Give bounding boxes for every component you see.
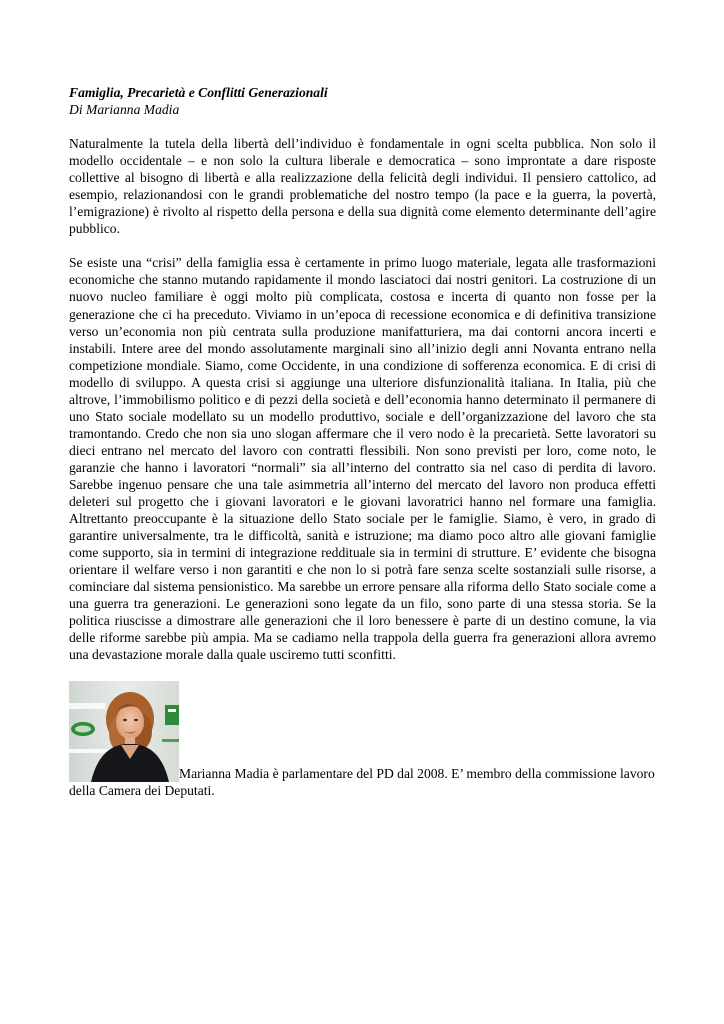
article-title: Famiglia, Precarietà e Conflitti Generazionali: [69, 85, 328, 100]
author-bio: [69, 681, 656, 799]
article-author: Di Marianna Madia: [69, 102, 180, 118]
paragraph-intro: Naturalmente la tutela della libertà dell’individuo è fondamentale in ogni scelta pubblica. Non solo il modello occidentale – e non solo la cultura liberale e democratica – sono improntate a dare risposte collettive al bisogno di libertà e alla realizzazione della felicità degli individui. Il pensiero cattolico, ad esempio, relazionandosi con le grandi problematiche del nostro tempo (la pace e la guerra, la povertà, l’emigrazione) è rivolto al rispetto della persona e della sua dignità come elemento determinante dell’agire pubblico.: [69, 136, 656, 237]
document-page: [69, 84, 656, 799]
paragraph-family-crisis: Se esiste una “crisi” della famiglia essa è certamente in primo luogo materiale, legata alle trasformazioni economiche che stanno mutando rapidamente il mondo lasciatoci dai nostri genitori. La costruzione di un nuovo nucleo familiare è oggi molto più complicata, costosa e incerta di quanto non fosse per la generazione che ci ha preceduto. Viviamo in un’epoca di recessione economica e di definitiva transizione verso un’economia non più centrata sulla produzione manifatturiera, ma dai contorni ancora incerti e instabili. Intere aree del mondo assolutamente marginali sino all’inizio degli anni Novanta entrano nella competizione mondiale. Siamo, come Occidente, in una condizione di sofferenza economica. E di crisi di modello di sviluppo. A questa crisi si aggiunge una ulteriore disfunzionalità italiana. In Italia, più che altrove, l’immobilismo politico e di pezzi della società e dell’economia hanno determinato il permanere di uno Stato sociale modellato su un modello produttivo, sociale e dell’organizzazione del lavoro che sta tramontando. Credo che non sia uno slogan affermare che il vero nodo è la precarietà. Sette lavoratori su dieci entrano nel mercato del lavoro con contratti flessibili. Non sono previsti per loro, come noto, le garanzie che hanno i lavoratori “normali” sia all’interno del contratto sia nel caso di perdita di lavoro. Sarebbe ingenuo pensare che una tale asimmetria all’interno del mercato del lavoro non produca effetti deleteri sul progetto che i giovani lavoratori e le giovani lavoratrici hanno nel formare una famiglia. Altrettanto preoccupante è la situazione dello Stato sociale per le famiglie. Siamo, è vero, in grado di garantire universalmente, tra le difficoltà, sanità e istruzione; ma diamo poco altro alle giovani famiglie come supporto, sia in termini di integrazione reddituale sia in termini di strutture. E’ evidente che bisogna orientare il welfare verso i non garantiti e che non lo si potrà fare senza scelte sostanziali sulle risorse, a cominciare dal sistema pensionistico. Ma sarebbe un errore pensare alla riforma dello Stato sociale come a una guerra tra generazioni. Le generazioni sono legate da un filo, sono parte di una stessa storia. Se la politica riuscisse a dimostrare alle generazioni che il loro benessere è parte di un destino comune, la via delle riforme sarebbe più ampia. Ma se cadiamo nella trappola della guerra fra generazioni allora avremo una devastazione morale dalla quale usciremo tutti sconfitti.: [69, 255, 656, 663]
author-photo: [69, 681, 179, 782]
author-bio-text: Marianna Madia è parlamentare del PD dal 2008. E’ membro della commissione lavoro della Camera dei Deputati.: [69, 765, 655, 798]
